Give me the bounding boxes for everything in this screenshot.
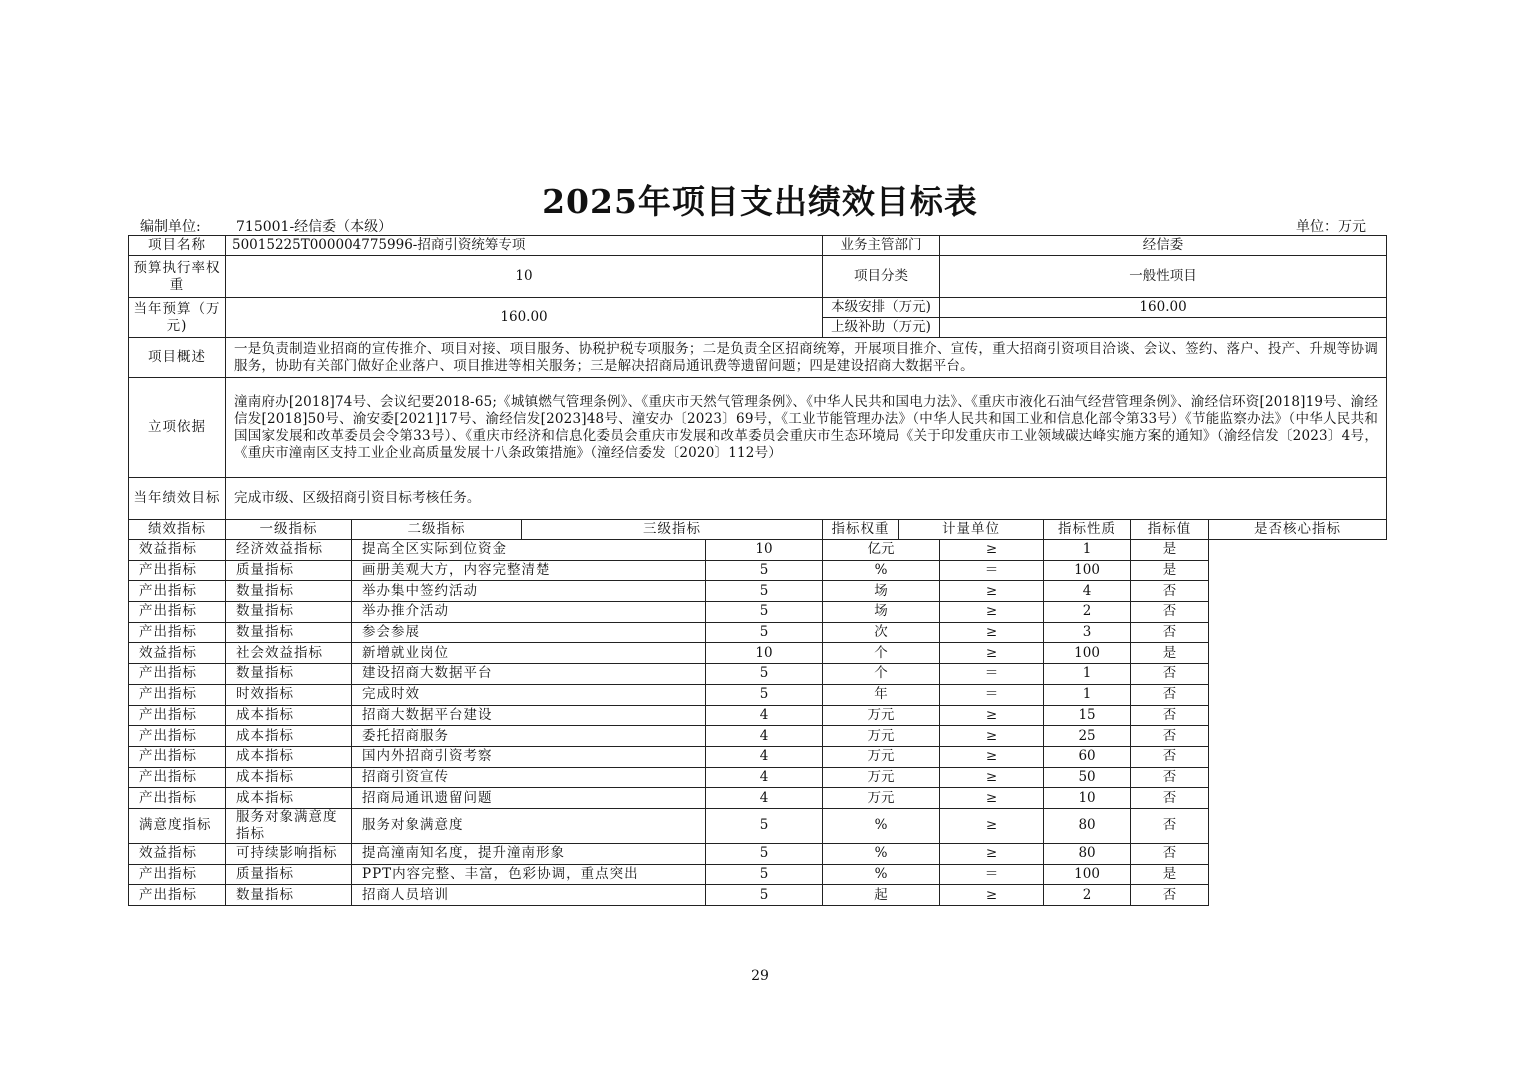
indicator-level2-cell: 成本指标 [226,767,352,788]
indicator-weight-cell: 5 [706,864,823,885]
indicator-level2-cell: 时效指标 [226,684,352,705]
indicator-nature-cell: ≥ [940,767,1044,788]
upper-value [940,318,1387,338]
indicator-level3-cell: 招商引资宣传 [352,767,706,788]
indicator-weight-cell: 10 [706,540,823,561]
indicator-weight-cell: 4 [706,705,823,726]
indicator-nature-cell: ≥ [940,581,1044,602]
indicator-unit-cell: 个 [823,643,940,664]
indicator-level2-cell: 社会效益指标 [226,643,352,664]
indicator-value-cell: 3 [1044,622,1131,643]
table-row [129,581,1387,602]
indicator-weight-cell: 4 [706,726,823,747]
indicator-nature-cell: ≥ [940,705,1044,726]
table-row [129,843,1387,864]
budget-value: 160.00 [226,298,823,338]
indicator-level2-cell: 成本指标 [226,788,352,809]
indicator-level1-cell: 满意度指标 [129,808,226,843]
indicator-level3-cell: 提高潼南知名度，提升潼南形象 [352,843,706,864]
indicator-core-cell: 是 [1131,643,1209,664]
project-name-label: 项目名称 [129,236,226,256]
category-label: 项目分类 [823,256,940,298]
indicator-core-cell: 是 [1131,560,1209,581]
indicator-value-cell: 4 [1044,581,1131,602]
table-row [129,664,1387,685]
indicator-weight-cell: 5 [706,684,823,705]
indicator-section-label: 绩效指标 [129,520,226,540]
indicator-value-cell: 80 [1044,843,1131,864]
indicator-level3-cell: 委托招商服务 [352,726,706,747]
indicator-value-cell: 10 [1044,788,1131,809]
indicator-level2-cell: 经济效益指标 [226,540,352,561]
indicator-core-cell: 否 [1131,581,1209,602]
indicator-level3-cell: 提高全区实际到位资金 [352,540,706,561]
indicator-nature-cell: ≥ [940,540,1044,561]
indicator-level1-cell: 产出指标 [129,560,226,581]
table-row [129,560,1387,581]
indicator-value-cell: 1 [1044,540,1131,561]
indicator-core-cell: 否 [1131,684,1209,705]
indicator-nature-cell: ＝ [940,560,1044,581]
overview-text: 一是负责制造业招商的宣传推介、项目对接、项目服务、协税护税专项服务；二是负责全区招商统筹，开展项目推介、宣传，重大招商引资项目洽谈、会议、签约、落户、投产、升规等协调服务，协助有关部门做好企业落户、项目推进等相关服务；三是解决招商局通讯费等遗留问题；四是建设招商大数据平台。 [226,338,1387,378]
table-row [129,540,1387,561]
indicator-level1-cell: 产出指标 [129,746,226,767]
indicator-level3-cell: 招商人员培训 [352,885,706,906]
indicator-nature-cell: ≥ [940,602,1044,623]
budget-label: 当年预算（万元) [129,298,226,338]
indicator-level1-cell: 产出指标 [129,581,226,602]
indicator-level2-cell: 数量指标 [226,581,352,602]
indicator-unit-cell: 万元 [823,767,940,788]
indicator-level1-cell: 产出指标 [129,767,226,788]
indicator-weight-cell: 4 [706,788,823,809]
dept-label: 业务主管部门 [823,236,940,256]
header-value: 指标值 [1131,520,1209,540]
indicator-level3-cell: 举办推介活动 [352,602,706,623]
project-name-value: 50015225T000004775996-招商引资统筹专项 [226,236,823,256]
performance-table [128,235,1387,906]
table-row [129,885,1387,906]
local-value: 160.00 [940,298,1387,318]
indicator-value-cell: 1 [1044,684,1131,705]
weight-value: 10 [226,256,823,298]
indicator-level3-cell: 画册美观大方，内容完整清楚 [352,560,706,581]
indicator-level2-cell: 质量指标 [226,864,352,885]
dept-value: 经信委 [940,236,1387,256]
indicator-level1-cell: 产出指标 [129,684,226,705]
local-label: 本级安排（万元) [823,298,940,318]
indicator-level3-cell: 服务对象满意度 [352,808,706,843]
table-row [129,864,1387,885]
table-row [129,622,1387,643]
indicator-level1-cell: 产出指标 [129,622,226,643]
table-row [129,808,1387,843]
indicator-value-cell: 100 [1044,864,1131,885]
table-row [129,684,1387,705]
indicator-level3-cell: 参会参展 [352,622,706,643]
indicator-level3-cell: 举办集中签约活动 [352,581,706,602]
header-nature: 指标性质 [1044,520,1131,540]
indicator-core-cell: 否 [1131,788,1209,809]
indicator-core-cell: 否 [1131,622,1209,643]
indicator-level1-cell: 效益指标 [129,843,226,864]
indicator-nature-cell: ≥ [940,622,1044,643]
indicator-level1-cell: 产出指标 [129,885,226,906]
goal-text: 完成市级、区级招商引资目标考核任务。 [226,478,1387,520]
indicator-nature-cell: ≥ [940,808,1044,843]
indicator-unit-cell: 场 [823,581,940,602]
indicator-level1-cell: 产出指标 [129,864,226,885]
indicator-value-cell: 2 [1044,885,1131,906]
indicator-weight-cell: 5 [706,622,823,643]
indicator-level3-cell: 招商局通讯遗留问题 [352,788,706,809]
indicator-value-cell: 1 [1044,664,1131,685]
indicator-level1-cell: 效益指标 [129,540,226,561]
indicator-core-cell: 否 [1131,705,1209,726]
indicator-core-cell: 否 [1131,746,1209,767]
indicator-weight-cell: 5 [706,664,823,685]
header-level1: 一级指标 [226,520,352,540]
indicator-value-cell: 100 [1044,560,1131,581]
indicator-level1-cell: 产出指标 [129,602,226,623]
indicator-unit-cell: 个 [823,664,940,685]
indicator-unit-cell: 次 [823,622,940,643]
indicator-weight-cell: 5 [706,808,823,843]
table-row [129,788,1387,809]
basis-label: 立项依据 [129,378,226,478]
indicator-value-cell: 80 [1044,808,1131,843]
indicator-weight-cell: 5 [706,843,823,864]
upper-label: 上级补助（万元) [823,318,940,338]
indicator-unit-cell: 万元 [823,746,940,767]
indicator-weight-cell: 5 [706,581,823,602]
indicator-level2-cell: 成本指标 [226,726,352,747]
indicator-level3-cell: 招商大数据平台建设 [352,705,706,726]
indicator-weight-cell: 4 [706,746,823,767]
indicator-unit-cell: 起 [823,885,940,906]
indicator-core-cell: 否 [1131,767,1209,788]
basis-text: 潼南府办[2018]74号、会议纪要2018-65;《城镇燃气管理条例》、《重庆市天然气管理条例》、《中华人民共和国电力法》、《重庆市液化石油气经营管理条例》、渝经信环资[2018]19号、渝经信发[2018]50号、渝安委[2021]17号、渝经信发[2023]48号、潼安办〔2023〕69号，《工业节能管理办法》（中华人民共和国工业和信息化部令第33号）《节能监察办法》（中华人民共和国国家发展和改革委员会令第33号）、《重庆市经济和信息化委员会重庆市发展和改革委员会重庆市生态环境局《关于印发重庆市工业领域碳达峰实施方案的通知》（渝经信发〔2023〕4号，《重庆市潼南区支持工业企业高质量发展十八条政策措施》（潼经信委发〔2020〕112号） [226,378,1387,478]
overview-label: 项目概述 [129,338,226,378]
indicator-level2-cell: 数量指标 [226,602,352,623]
page-number: 29 [751,968,769,984]
indicator-level1-cell: 产出指标 [129,705,226,726]
indicator-unit-cell: 万元 [823,705,940,726]
indicator-core-cell: 否 [1131,726,1209,747]
indicator-level2-cell: 数量指标 [226,664,352,685]
indicator-core-cell: 否 [1131,602,1209,623]
indicator-nature-cell: ＝ [940,684,1044,705]
indicator-level1-cell: 产出指标 [129,664,226,685]
indicator-core-cell: 否 [1131,843,1209,864]
indicator-level2-cell: 数量指标 [226,622,352,643]
table-row [129,705,1387,726]
indicator-unit-cell: 年 [823,684,940,705]
category-value: 一般性项目 [940,256,1387,298]
indicator-value-cell: 60 [1044,746,1131,767]
indicator-unit-cell: % [823,808,940,843]
indicator-unit-cell: 万元 [823,726,940,747]
indicator-unit-cell: 场 [823,602,940,623]
header-weight: 指标权重 [823,520,899,540]
indicator-level3-cell: 建设招商大数据平台 [352,664,706,685]
org-line [140,216,392,236]
indicator-nature-cell: ≥ [940,885,1044,906]
indicator-value-cell: 25 [1044,726,1131,747]
indicator-level1-cell: 产出指标 [129,726,226,747]
indicator-unit-cell: 万元 [823,788,940,809]
indicator-level2-cell: 质量指标 [226,560,352,581]
indicator-level3-cell: 完成时效 [352,684,706,705]
indicator-unit-cell: % [823,864,940,885]
indicator-weight-cell: 5 [706,560,823,581]
indicator-weight-cell: 10 [706,643,823,664]
indicator-nature-cell: ≥ [940,746,1044,767]
table-row [129,602,1387,623]
indicator-level2-cell: 成本指标 [226,746,352,767]
indicator-level2-cell: 数量指标 [226,885,352,906]
table-row [129,643,1387,664]
indicator-core-cell: 是 [1131,864,1209,885]
indicator-core-cell: 否 [1131,664,1209,685]
indicator-core-cell: 否 [1131,885,1209,906]
indicator-level2-cell: 服务对象满意度指标 [226,808,352,843]
header-core: 是否核心指标 [1209,520,1387,540]
header-unit: 计量单位 [899,520,1044,540]
indicator-nature-cell: ≥ [940,788,1044,809]
indicator-core-cell: 是 [1131,540,1209,561]
table-row [129,767,1387,788]
goal-label: 当年绩效目标 [129,478,226,520]
indicator-value-cell: 2 [1044,602,1131,623]
indicator-weight-cell: 5 [706,885,823,906]
indicator-nature-cell: ＝ [940,864,1044,885]
indicator-unit-cell: 亿元 [823,540,940,561]
indicator-level1-cell: 效益指标 [129,643,226,664]
indicator-nature-cell: ≥ [940,643,1044,664]
weight-label: 预算执行率权重 [129,256,226,298]
header-level3: 三级指标 [522,520,823,540]
indicator-level3-cell: PPT内容完整、丰富，色彩协调，重点突出 [352,864,706,885]
header-level2: 二级指标 [352,520,522,540]
indicator-level2-cell: 成本指标 [226,705,352,726]
page-title: 2025年项目支出绩效目标表 [542,182,978,221]
indicator-value-cell: 100 [1044,643,1131,664]
indicator-nature-cell: ≥ [940,726,1044,747]
indicator-level3-cell: 国内外招商引资考察 [352,746,706,767]
indicator-value-cell: 15 [1044,705,1131,726]
indicator-level2-cell: 可持续影响指标 [226,843,352,864]
indicator-core-cell: 否 [1131,808,1209,843]
indicator-value-cell: 50 [1044,767,1131,788]
table-row [129,746,1387,767]
indicator-weight-cell: 4 [706,767,823,788]
indicator-unit-cell: % [823,560,940,581]
indicator-level1-cell: 产出指标 [129,788,226,809]
org-label: 编制单位: [140,219,201,235]
indicator-weight-cell: 5 [706,602,823,623]
indicator-nature-cell: ＝ [940,664,1044,685]
table-row [129,726,1387,747]
org-value: 715001-经信委（本级） [236,219,393,235]
indicator-level3-cell: 新增就业岗位 [352,643,706,664]
indicator-unit-cell: % [823,843,940,864]
unit-label: 单位：万元 [1296,219,1366,235]
indicator-nature-cell: ≥ [940,843,1044,864]
